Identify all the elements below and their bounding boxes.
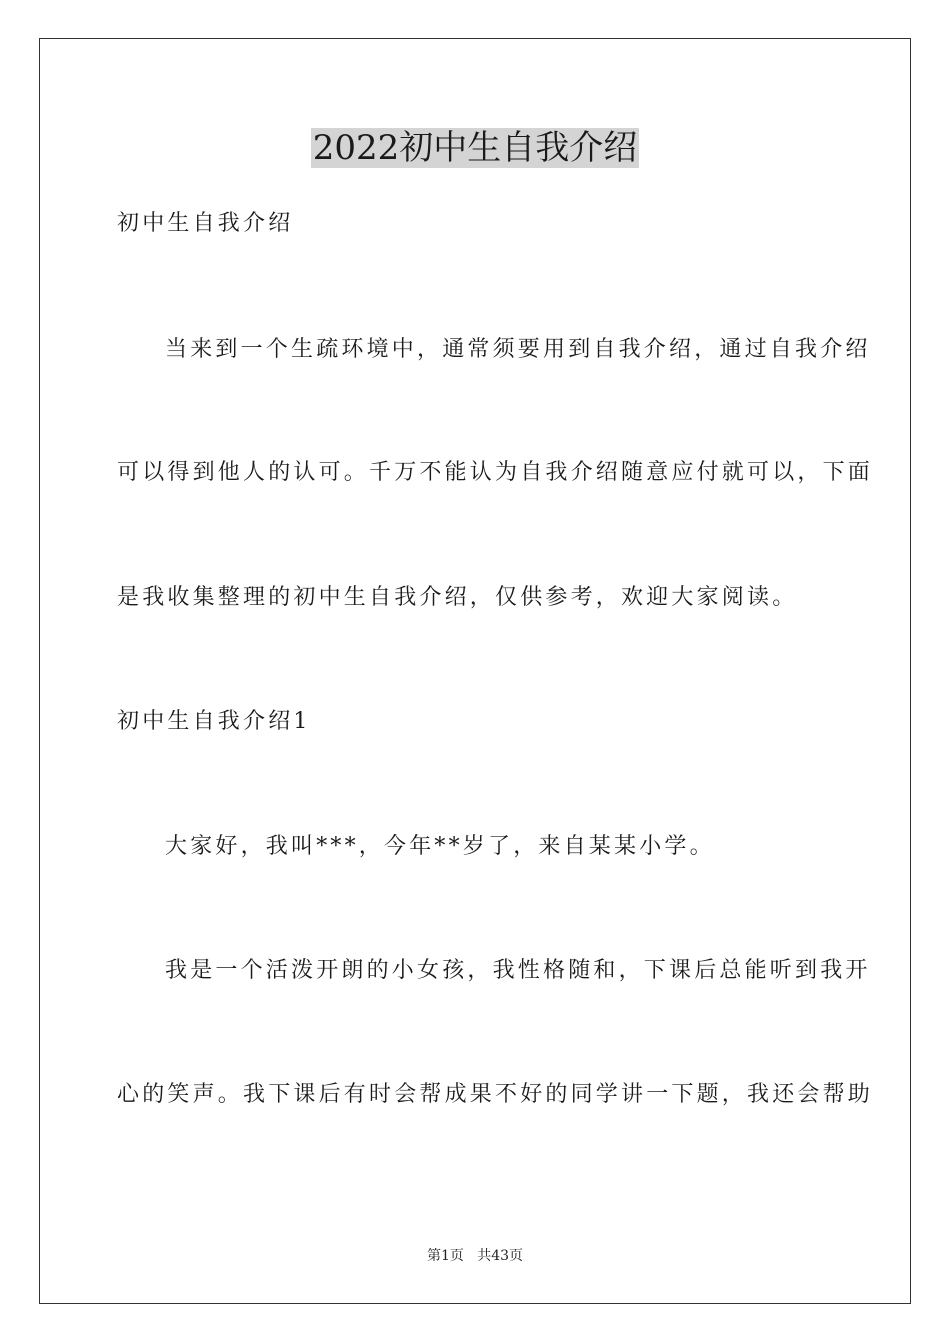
section-heading: 初中生自我介绍 [117, 211, 294, 236]
section-heading: 初中生自我介绍1 [117, 709, 311, 734]
paragraph-line: 可以得到他人的认可。千万不能认为自我介绍随意应付就可以，下面 [117, 460, 874, 485]
document-title [0, 124, 950, 172]
paragraph-line: 大家好，我叫***，今年**岁了，来自某某小学。 [165, 834, 715, 859]
paragraph-line: 是我收集整理的初中生自我介绍，仅供参考，欢迎大家阅读。 [117, 585, 798, 610]
document-title-text: 2022初中生自我介绍 [312, 128, 638, 168]
paragraph-line: 当来到一个生疏环境中，通常须要用到自我介绍，通过自我介绍 [165, 337, 871, 362]
paragraph-line: 我是一个活泼开朗的小女孩，我性格随和，下课后总能听到我开 [165, 958, 871, 983]
paragraph-line: 心的笑声。我下课后有时会帮成果不好的同学讲一下题，我还会帮助 [117, 1082, 874, 1107]
page-number-footer: 第1页 共43页 [426, 1248, 524, 1264]
